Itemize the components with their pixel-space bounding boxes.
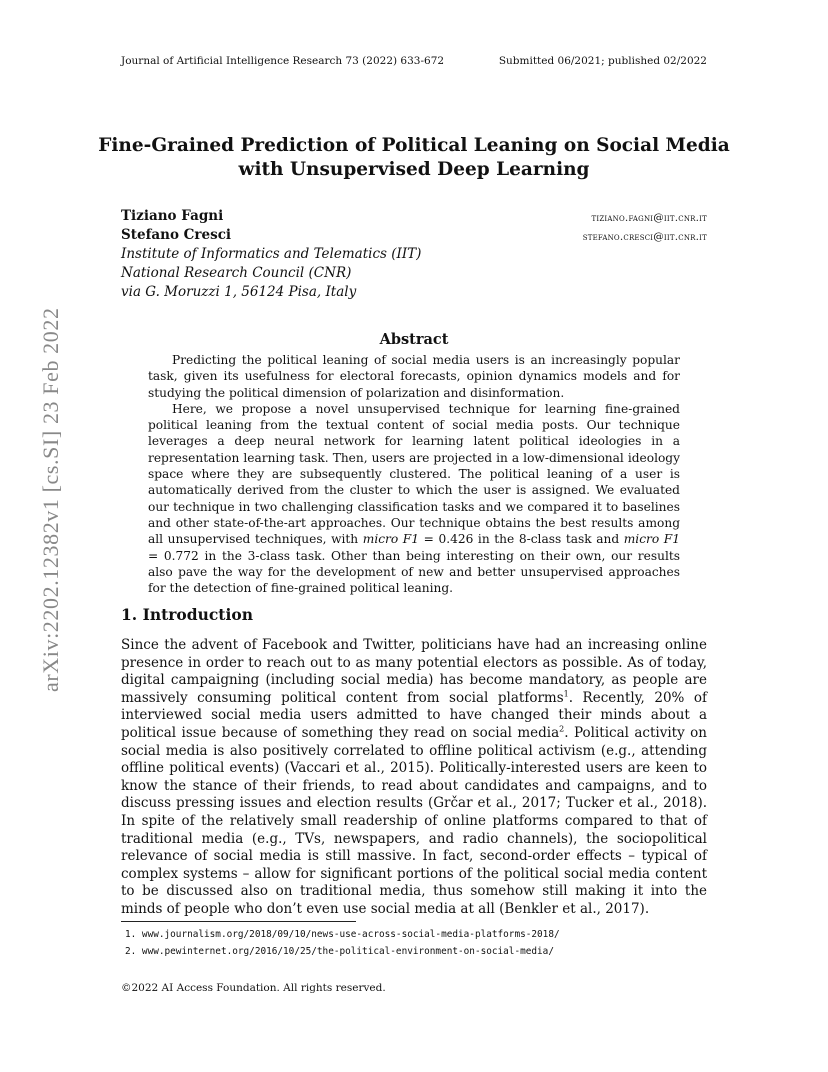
author-email[interactable]: stefano.cresci@iit.cnr.it bbox=[582, 231, 707, 243]
footnotes bbox=[125, 926, 560, 960]
section-heading: 1. Introduction bbox=[121, 605, 253, 624]
arxiv-stamp: arXiv:2202.12382v1 [cs.SI] 23 Feb 2022 bbox=[38, 307, 63, 692]
author-name: Stefano Cresci bbox=[121, 227, 232, 243]
affiliation-line: National Research Council (CNR) bbox=[121, 265, 352, 281]
metric-name: micro F1 bbox=[623, 532, 681, 547]
intro-paragraph: Since the advent of Facebook and Twitter, politicians have had an increasing online presence in order to reach out to as many potential electors as possible. As of today, digital campaigning (including social media) has become mandatory, as people are massively consuming political content from social platforms$^1$. Recently, 20% of interviewed social media users admitted to have changed their minds about a political issue because of something they read on social media$^2$. Political activity on social media is also positively correlated to offline political activism (e.g., attending offline political events) (Vaccari et al., 2015). Politically-interested users are keen to know the stance of their friends, to read about candidates and campaigns, and to discuss pressing issues and election results (Grčar et al., 2017; Tucker et al., 2018). In spite of the relatively small readership of online platforms compared to that of traditional media (e.g., TVs, newspapers, and radio channels), the sociopolitical relevance of social media is still massive. In fact, second-order effects – typical of complex systems – allow for significant portions of the political social media content to be discussed also on traditional media, thus somehow still making it into the minds of people who don’t even use social media at all (Benkler et al., 2017). bbox=[121, 637, 708, 917]
author-block bbox=[121, 207, 421, 302]
footnote-ref[interactable]: 2 bbox=[559, 724, 565, 734]
abstract-heading: Abstract bbox=[379, 331, 449, 348]
copyright-notice: ©2022 AI Access Foundation. All rights reserved. bbox=[121, 982, 386, 994]
title-line-1: Fine-Grained Prediction of Political Leaning on Social Media bbox=[98, 135, 730, 156]
introduction-body bbox=[121, 637, 707, 919]
footnote-ref[interactable]: 1 bbox=[563, 689, 569, 699]
paper-title bbox=[0, 134, 828, 182]
abstract-body bbox=[148, 352, 680, 596]
abstract-paragraph: Predicting the political leaning of social media users is an increasingly popular task, given its usefulness for electoral forecasts, opinion dynamics models and for studying the political dimension of polarization and disinformation. bbox=[148, 353, 680, 400]
footnote-url[interactable]: 1. www.journalism.org/2018/09/10/news-use-across-social-media-platforms-2018/ bbox=[125, 929, 560, 940]
affiliation-line: via G. Moruzzi 1, 56124 Pisa, Italy bbox=[121, 284, 357, 300]
footnote-url[interactable]: 2. www.pewinternet.org/2016/10/25/the-political-environment-on-social-media/ bbox=[125, 946, 554, 957]
abstract-paragraph: Here, we propose a novel unsupervised technique for learning fine-grained political leaning from the textual content of social media posts. Our technique leverages a deep neural network for learning latent political ideologies in a representation learning task. Then, users are projected in a low-dimensional ideology space where they are subsequently clustered. The political leaning of a user is automatically derived from the cluster to which the user is assigned. We evaluated our technique in two challenging classification tasks and we compared it to baselines and other state-of-the-art approaches. Our technique obtains the best results among all unsupervised techniques, with micro F1 = 0.426 in the 8-class task and micro F1 = 0.772 in the 3-class task. Other than being interesting on their own, our results also pave the way for the development of new and better unsupervised approaches for the detection of fine-grained political leaning. bbox=[148, 401, 681, 596]
title-line-2: with Unsupervised Deep Learning bbox=[238, 159, 590, 180]
author-name: Tiziano Fagni bbox=[121, 208, 224, 224]
metric-name: micro F1 bbox=[362, 532, 420, 547]
submission-dates: Submitted 06/2021; published 02/2022 bbox=[498, 55, 707, 67]
footnote-divider bbox=[121, 921, 356, 922]
author-emails bbox=[583, 209, 707, 247]
journal-header: Journal of Artificial Intelligence Research 73 (2022) 633-672 bbox=[121, 55, 445, 67]
affiliation-line: Institute of Informatics and Telematics (IIT) bbox=[121, 246, 422, 262]
author-email[interactable]: tiziano.fagni@iit.cnr.it bbox=[591, 212, 707, 224]
